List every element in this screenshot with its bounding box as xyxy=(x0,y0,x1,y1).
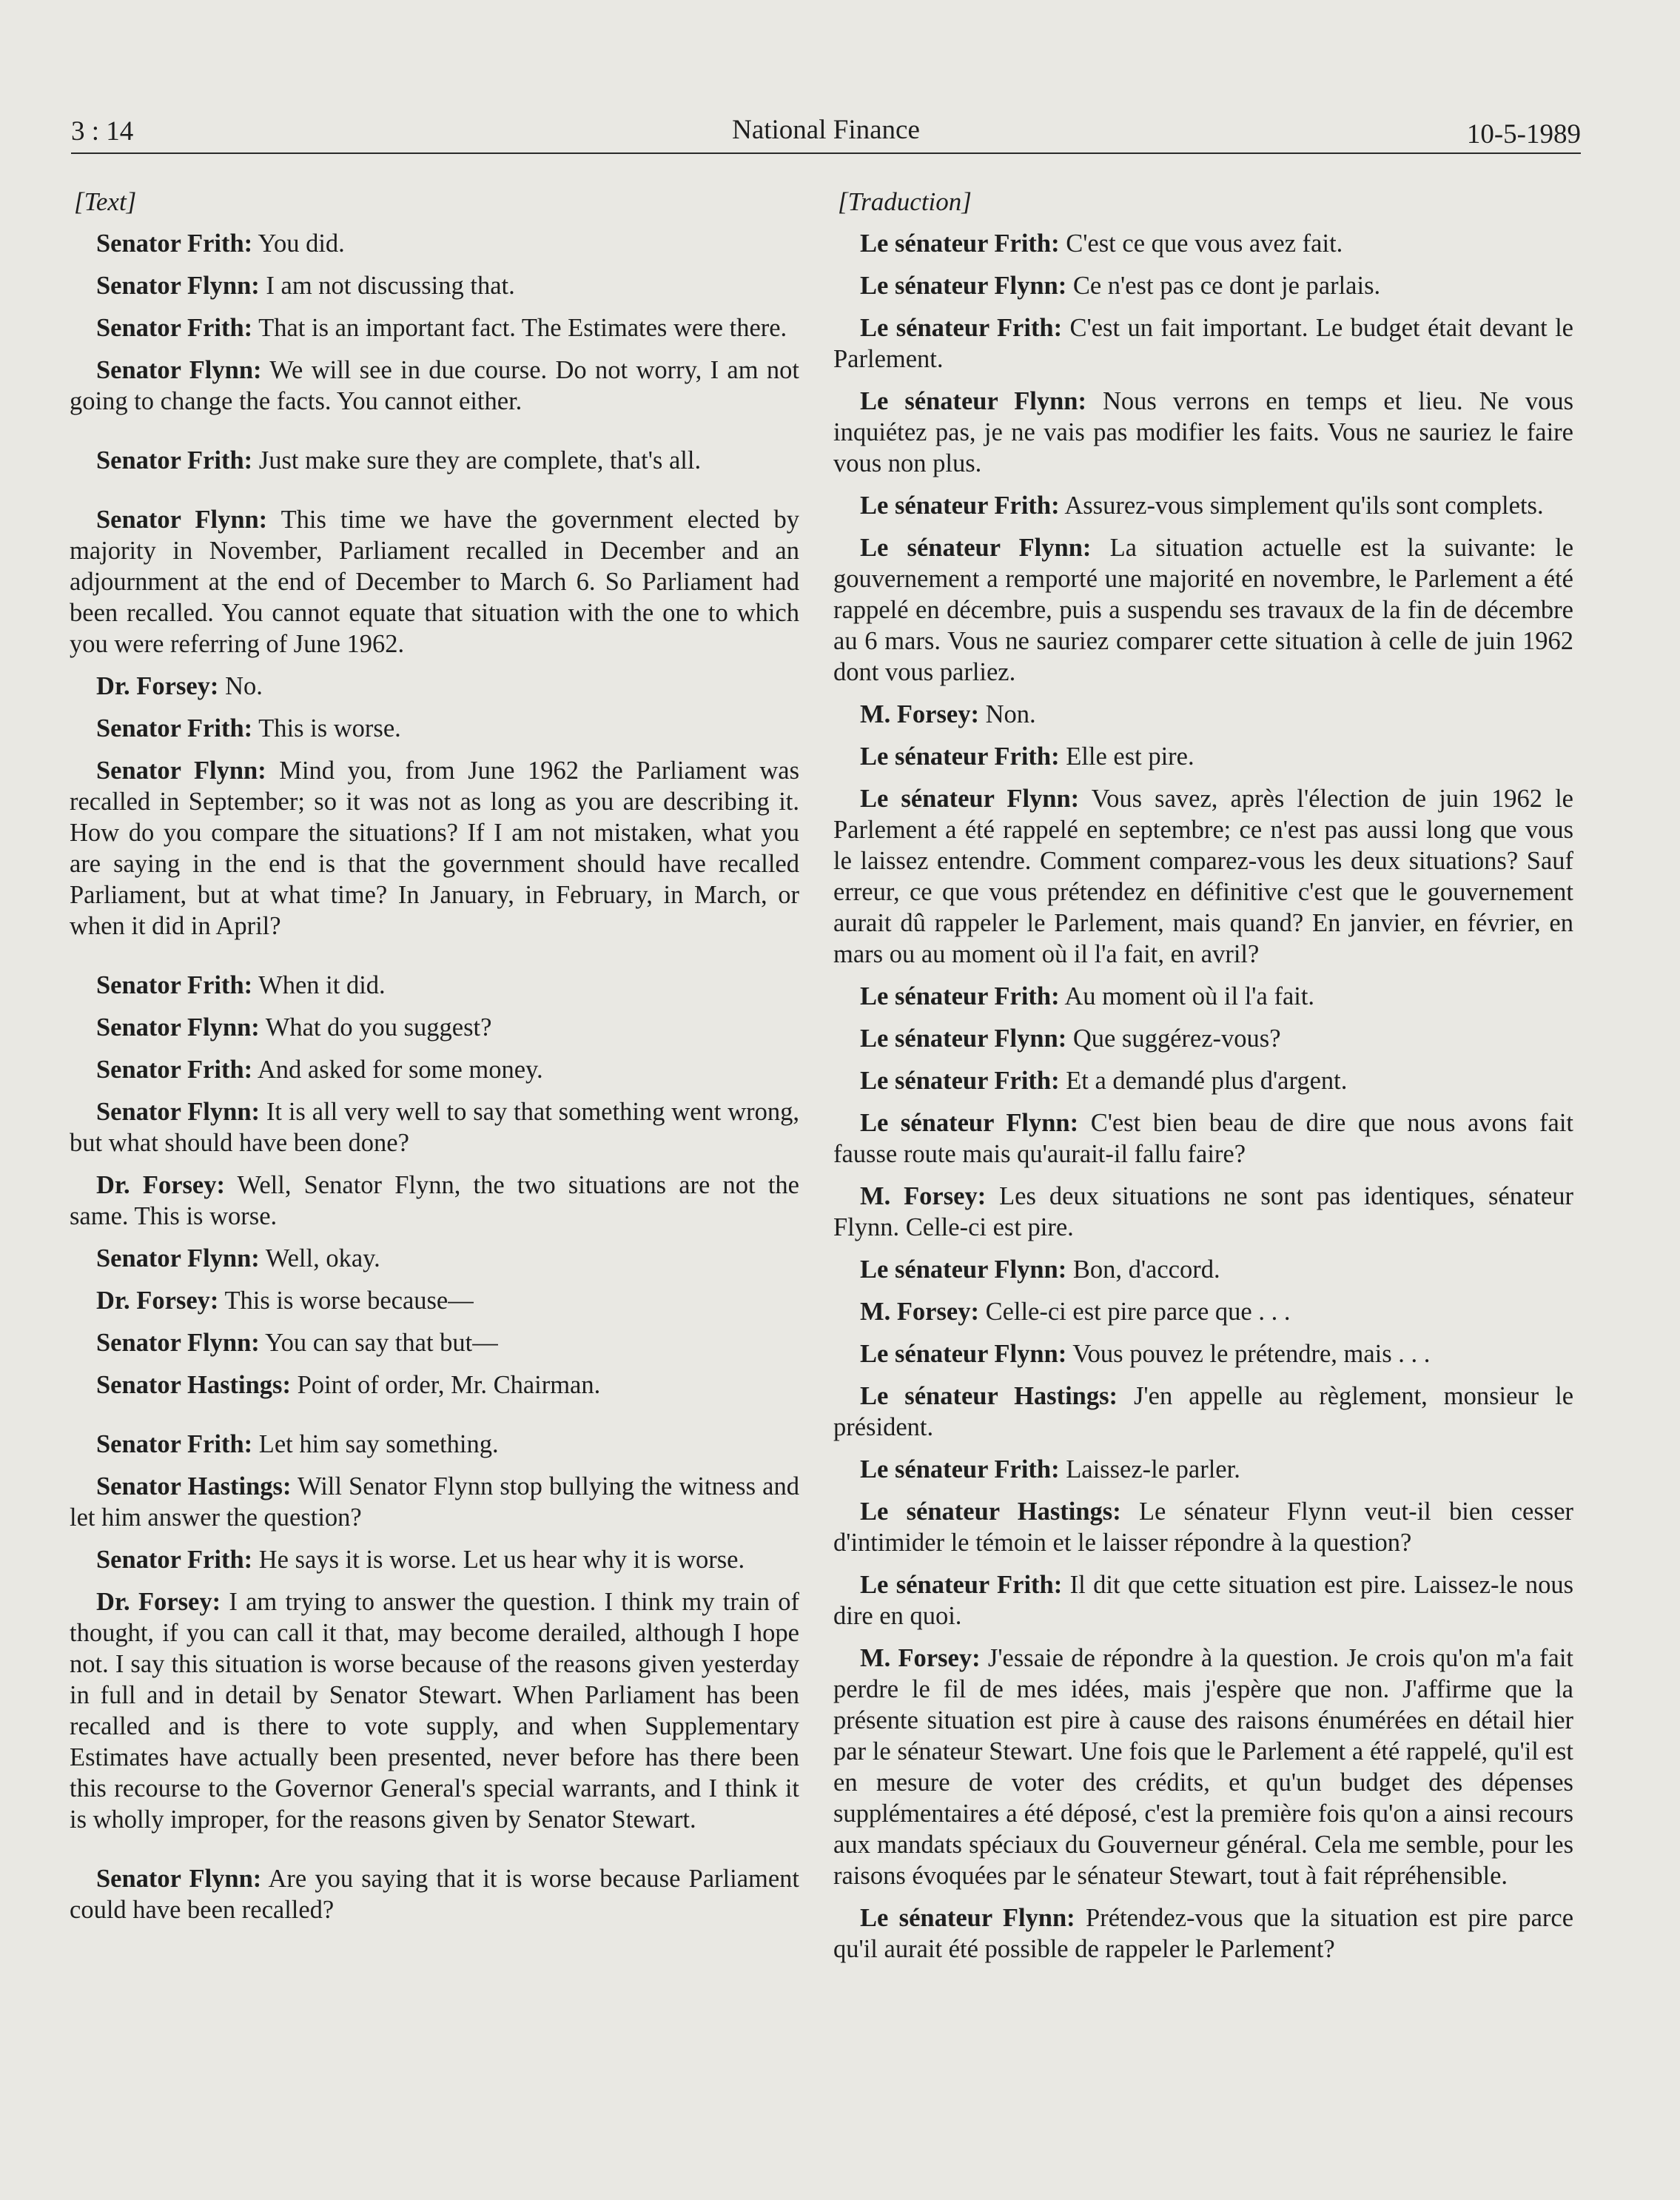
speaker-name: Senator Frith: xyxy=(96,446,253,474)
transcript-paragraph xyxy=(70,1586,799,1835)
speaker-name: Senator Frith: xyxy=(96,1056,253,1084)
page-number: 3 : 14 xyxy=(71,116,134,147)
speaker-name: Dr. Forsey: xyxy=(96,672,219,700)
transcript-paragraph xyxy=(70,312,799,343)
page-title: National Finance xyxy=(732,115,920,145)
speech-text: Mind you, from June 1962 the Parliament was recalled in September; so it was not as long as you are describing it. How do you compare the situations? If I am not mistaken, what you are saying in the end is that the government should have recalled Parliament, but at what time? In January, in February, in March, or when it did in April? xyxy=(70,757,800,940)
transcript-paragraph xyxy=(70,755,799,942)
transcript-paragraph xyxy=(833,386,1573,479)
speech-text: This is worse because— xyxy=(224,1287,474,1315)
page-date: 10-5-1989 xyxy=(1466,119,1581,150)
speech-text: We will see in due course. Do not worry, I am not going to change the facts. You cannot either. xyxy=(70,356,799,415)
transcript-paragraph xyxy=(833,981,1573,1012)
speaker-name: Le sénateur Frith: xyxy=(860,1455,1060,1483)
speaker-name: Senator Flynn: xyxy=(96,1865,262,1893)
speaker-name: Le sénateur Flynn: xyxy=(860,1024,1067,1053)
speech-text: This is worse. xyxy=(258,714,401,742)
speech-text: Vous pouvez le prétendre, mais . . . xyxy=(1072,1340,1431,1368)
speaker-name: Le sénateur Flynn: xyxy=(860,387,1086,415)
transcript-paragraph xyxy=(833,1254,1573,1285)
speech-text: C'est bien beau de dire que nous avons fait fausse route mais qu'aurait-il fallu faire? xyxy=(833,1109,1574,1168)
french-column xyxy=(833,187,1573,1976)
transcript-paragraph xyxy=(70,671,799,702)
speaker-name: Senator Frith: xyxy=(96,971,253,999)
speaker-name: Senator Frith: xyxy=(96,1430,253,1458)
speech-text: That is an important fact. The Estimates were there. xyxy=(258,314,787,342)
speech-text: Et a demandé plus d'argent. xyxy=(1066,1067,1348,1095)
speaker-name: Le sénateur Frith: xyxy=(860,314,1063,342)
english-column xyxy=(70,187,799,1936)
transcript-paragraph xyxy=(833,1902,1573,1965)
speech-text: J'essaie de répondre à la question. Je crois qu'on m'a fait perdre le fil de mes idées, mais j'espère que non. J'affirme que la présente situation est pire à cause des raisons énumérées en détail hier par le sénateur Stewart. Une fois que le Parlement a été rappelé, qu'il est en mesure de voter des crédits, et qu'un budget des dépenses supplémentaires a été déposé, c'est la première fois qu'on a ainsi recours aux mandats spéciaux du Gouverneur général. Cela me semble, pour les raisons évoquées par le sénateur Stewart, tout à fait répréhensible. xyxy=(833,1644,1573,1890)
speaker-name: Senator Flynn: xyxy=(96,757,266,785)
speaker-name: Senator Frith: xyxy=(96,314,253,342)
transcript-paragraph xyxy=(70,970,799,1001)
speech-text: What do you suggest? xyxy=(265,1013,492,1042)
transcript-paragraph xyxy=(70,713,799,744)
transcript-paragraph xyxy=(833,490,1573,521)
speech-text: La situation actuelle est la suivante: le gouvernement a remporté une majorité en novembre, le Parlement a été rappelé en décembre, puis a suspendu ses travaux de la fin de décembre au 6 mars. Vous ne sauriez comparer cette situation à celle de juin 1962 dont vous parliez. xyxy=(833,534,1574,686)
speech-text: Assurez-vous simplement qu'ils sont complets. xyxy=(1064,492,1544,520)
speaker-name: M. Forsey: xyxy=(860,1298,979,1326)
speaker-name: Le sénateur Flynn: xyxy=(860,785,1080,813)
transcript-paragraph xyxy=(833,1338,1573,1369)
transcript-paragraph xyxy=(833,312,1573,375)
speech-text: Let him say something. xyxy=(258,1430,499,1458)
transcript-paragraph xyxy=(70,1327,799,1358)
transcript-paragraph xyxy=(70,1369,799,1401)
transcript-paragraph xyxy=(70,1012,799,1043)
speech-text: C'est ce que vous avez fait. xyxy=(1066,229,1343,258)
transcript-paragraph xyxy=(70,1285,799,1316)
speaker-name: Senator Flynn: xyxy=(96,272,260,300)
transcript-paragraph xyxy=(833,270,1573,301)
speech-text: I am trying to answer the question. I think my train of thought, if you can call it that, may become derailed, although I hope not. I say this situation is worse because of the reasons given yesterday in full and in detail by Senator Stewart. When Parliament has been recalled and is there to vote supply, and when Supplementary Estimates have actually been presented, never before has there been this recourse to the Governor General's special warrants, and I think it is wholly improper, for the reasons given by Senator Stewart. xyxy=(70,1588,799,1834)
speaker-name: Senator Flynn: xyxy=(96,356,262,384)
transcript-paragraph xyxy=(70,504,799,660)
speech-text: You can say that but— xyxy=(265,1329,498,1357)
speaker-name: Le sénateur Flynn: xyxy=(860,272,1067,300)
speech-text: Are you saying that it is worse because Parliament could have been recalled? xyxy=(70,1865,799,1924)
speaker-name: Senator Hastings: xyxy=(96,1371,291,1399)
speech-text: Nous verrons en temps et lieu. Ne vous inquiétez pas, je ne vais pas modifier les faits. Vous ne sauriez le faire vous non plus. xyxy=(833,387,1574,477)
speech-text: Prétendez-vous que la situation est pire parce qu'il aurait été possible de rappeler le Parlement? xyxy=(833,1904,1574,1963)
speech-text: He says it is worse. Let us hear why it is worse. xyxy=(258,1546,745,1574)
transcript-paragraph xyxy=(833,1569,1573,1631)
transcript-paragraph xyxy=(833,1496,1573,1558)
transcript-paragraph xyxy=(833,1107,1573,1170)
speaker-name: Le sénateur Frith: xyxy=(860,742,1060,771)
section-label-text: [Text] xyxy=(74,187,137,216)
speaker-name: Le sénateur Frith: xyxy=(860,982,1060,1010)
speaker-name: Senator Flynn: xyxy=(96,1329,260,1357)
transcript-paragraph xyxy=(833,1181,1573,1243)
speaker-name: Senator Flynn: xyxy=(96,1098,261,1126)
page-header xyxy=(71,111,1581,154)
speaker-name: Le sénateur Flynn: xyxy=(860,534,1092,562)
speaker-name: M. Forsey: xyxy=(860,1182,987,1210)
speech-text: C'est un fait important. Le budget était devant le Parlement. xyxy=(833,314,1573,373)
transcript-paragraph xyxy=(833,1454,1573,1485)
speech-text: Well, okay. xyxy=(265,1244,380,1272)
speech-text: It is all very well to say that something went wrong, but what should have been done? xyxy=(70,1098,799,1157)
transcript-paragraph xyxy=(833,1643,1573,1891)
transcript-paragraph xyxy=(70,1429,799,1460)
speech-text: Que suggérez-vous? xyxy=(1072,1024,1281,1053)
speech-text: Bon, d'accord. xyxy=(1072,1255,1220,1284)
speech-text: And asked for some money. xyxy=(257,1056,543,1084)
speech-text: Non. xyxy=(985,700,1036,728)
transcript-paragraph xyxy=(70,228,799,259)
transcript-paragraph xyxy=(70,1863,799,1925)
speech-text: Il dit que cette situation est pire. Laissez-le nous dire en quoi. xyxy=(833,1571,1574,1630)
transcript-paragraph xyxy=(833,228,1573,259)
speech-text: This time we have the government elected by majority in November, Parliament recalled in December and an adjournment at the end of December to March 6. So Parliament had been recalled. You cannot equate that situation with the one to which you were referring of June 1962. xyxy=(70,506,799,658)
transcript-paragraph xyxy=(70,1054,799,1085)
speaker-name: Le sénateur Frith: xyxy=(860,1067,1060,1095)
speaker-name: Le sénateur Hastings: xyxy=(860,1382,1118,1410)
speech-text: Le sénateur Flynn veut-il bien cesser d'intimider le témoin et le laisser répondre à la question? xyxy=(833,1498,1573,1557)
transcript-paragraph xyxy=(70,445,799,476)
speaker-name: Dr. Forsey: xyxy=(96,1588,221,1616)
speaker-name: Le sénateur Flynn: xyxy=(860,1109,1079,1137)
speaker-name: Senator Frith: xyxy=(96,229,253,258)
speaker-name: Senator Flynn: xyxy=(96,1013,260,1042)
speaker-name: Le sénateur Flynn: xyxy=(860,1904,1075,1932)
speaker-name: Le sénateur Frith: xyxy=(860,229,1060,258)
speech-text: Will Senator Flynn stop bullying the witness and let him answer the question? xyxy=(70,1472,799,1532)
speaker-name: Senator Flynn: xyxy=(96,1244,260,1272)
speech-text: Point of order, Mr. Chairman. xyxy=(297,1371,601,1399)
transcript-paragraph xyxy=(70,1243,799,1274)
transcript-paragraph xyxy=(833,699,1573,730)
speaker-name: Le sénateur Flynn: xyxy=(860,1340,1067,1368)
transcript-paragraph xyxy=(833,783,1573,970)
speaker-name: M. Forsey: xyxy=(860,1644,981,1672)
transcript-paragraph xyxy=(833,741,1573,772)
transcript-paragraph xyxy=(70,1544,799,1575)
speech-text: Les deux situations ne sont pas identiques, sénateur Flynn. Celle-ci est pire. xyxy=(833,1182,1573,1241)
speech-text: Elle est pire. xyxy=(1066,742,1195,771)
speaker-name: Le sénateur Frith: xyxy=(860,1571,1063,1599)
transcript-paragraph xyxy=(833,1065,1573,1096)
section-label-traduction: [Traduction] xyxy=(838,187,972,216)
speech-text: Laissez-le parler. xyxy=(1066,1455,1240,1483)
speaker-name: Dr. Forsey: xyxy=(96,1287,219,1315)
transcript-paragraph xyxy=(833,532,1573,688)
speech-text: Just make sure they are complete, that's all. xyxy=(258,446,702,474)
speaker-name: Senator Frith: xyxy=(96,1546,253,1574)
transcript-paragraph xyxy=(833,1296,1573,1327)
speech-text: I am not discussing that. xyxy=(266,272,515,300)
speech-text: Ce n'est pas ce dont je parlais. xyxy=(1072,272,1381,300)
transcript-paragraph xyxy=(70,1170,799,1232)
transcript-paragraph xyxy=(70,270,799,301)
speaker-name: Senator Flynn: xyxy=(96,506,268,534)
speech-text: J'en appelle au règlement, monsieur le président. xyxy=(833,1382,1574,1441)
speech-text: You did. xyxy=(258,229,345,258)
speech-text: Celle-ci est pire parce que . . . xyxy=(985,1298,1291,1326)
speaker-name: Dr. Forsey: xyxy=(96,1171,225,1199)
speech-text: No. xyxy=(225,672,263,700)
speaker-name: M. Forsey: xyxy=(860,700,979,728)
transcript-paragraph xyxy=(70,355,799,417)
transcript-paragraph xyxy=(70,1471,799,1533)
transcript-paragraph xyxy=(833,1381,1573,1443)
transcript-paragraph xyxy=(70,1096,799,1158)
transcript-paragraph xyxy=(833,1023,1573,1054)
speaker-name: Senator Frith: xyxy=(96,714,253,742)
speech-text: When it did. xyxy=(258,971,386,999)
speech-text: Well, Senator Flynn, the two situations are not the same. This is worse. xyxy=(70,1171,799,1230)
speech-text: Vous savez, après l'élection de juin 1962 le Parlement a été rappelé en septembre; ce n'est pas aussi long que vous le laissez entendre. Comment comparez-vous les deux situations? Sauf erreur, ce que vous prétendez en définitive c'est que le gouvernement aurait dû rappeler le Parlement, mais quand? En janvier, en février, en mars ou au moment où il l'a fait, en avril? xyxy=(833,785,1573,968)
speaker-name: Le sénateur Hastings: xyxy=(860,1498,1121,1526)
speaker-name: Le sénateur Frith: xyxy=(860,492,1060,520)
speaker-name: Senator Hastings: xyxy=(96,1472,292,1500)
speaker-name: Le sénateur Flynn: xyxy=(860,1255,1067,1284)
speech-text: Au moment où il l'a fait. xyxy=(1064,982,1315,1010)
